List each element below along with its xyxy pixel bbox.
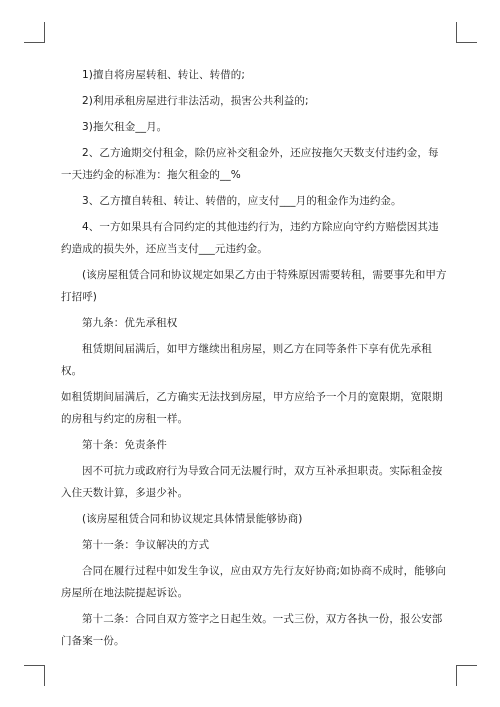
paragraph: 3、乙方擅自转租、转让、转借的，应支付___月的租金作为违约金。: [82, 195, 402, 207]
paragraph: 第十二条：合同自双方签字之日起生效。一式三份，双方各执一份，报公安部门备案一份。: [61, 613, 443, 647]
section-heading: 第十一条：争议解决的方式: [82, 539, 210, 551]
paragraph: 租赁期间届满后，如甲方继续出租房屋，则乙方在同等条件下享有优先承租权。: [61, 343, 432, 377]
crop-mark-top-left: [24, 22, 45, 43]
crop-mark-bottom-right: [456, 665, 477, 686]
paragraph: (该房屋租赁合同和协议规定具体情景能够协商): [82, 513, 303, 525]
section-heading: 第十条：免责条件: [82, 439, 167, 451]
paragraph: 因不可抗力或政府行为导致合同无法履行时，双方互补承担职责。实际租金按入住天数计算，多退少补。: [61, 465, 443, 499]
crop-mark-top-right: [456, 22, 477, 43]
paragraph: 2、乙方逾期交付租金，除仍应补交租金外，还应按拖欠天数支付违约金，每一天违约金的标准为：拖欠租金的__%: [61, 147, 439, 181]
paragraph: 4、一方如果具有合同约定的其他违约行为，违约方除应向守约方赔偿因其违约造成的损失外，还应当支付___元违约金。: [61, 221, 439, 255]
section-heading: 第九条：优先承租权: [82, 317, 178, 329]
paragraph: 2)利用承租房屋进行非法活动，损害公共利益的;: [82, 95, 309, 107]
crop-mark-bottom-left: [24, 665, 45, 686]
paragraph: 如租赁期间届满后，乙方确实无法找到房屋，甲方应给予一个月的宽限期，宽限期的房租与约定的房租一样。: [61, 391, 443, 425]
paragraph: 合同在履行过程中如发生争议，应由双方先行友好协商;如协商不成时，能够向房屋所在地法院提起诉讼。: [61, 565, 447, 599]
paragraph: 3)拖欠租金__月。: [82, 121, 168, 133]
paragraph: (该房屋租赁合同和协议规定如果乙方由于特殊原因需要转租，需要事先和甲方打招呼): [61, 269, 447, 303]
paragraph: 1)擅自将房屋转租、转让、转借的;: [82, 69, 246, 81]
document-body: [61, 64, 447, 656]
